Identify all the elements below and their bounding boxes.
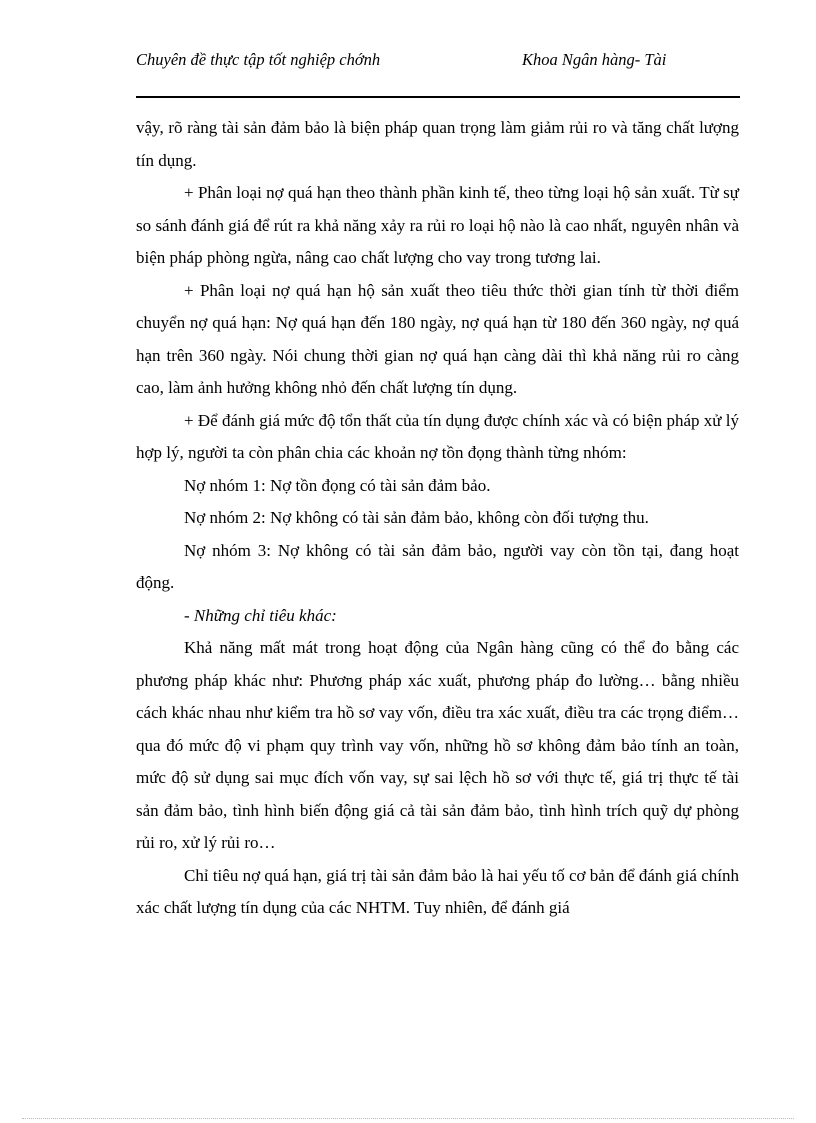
paragraph-classification-by-economic-sector: + Phân loại nợ quá hạn theo thành phần kinh tế, theo từng loại hộ sản xuất. Từ sự so sánh đánh giá để rút ra khả năng xảy ra rủi ro loại hộ nào là cao nhất, nguyên nhân và biện pháp phòng ngừa, nâng cao chất lượng cho vay trong tương lai.	[136, 183, 739, 267]
paragraph-classification-by-time: + Phân loại nợ quá hạn hộ sản xuất theo tiêu thức thời gian tính từ thời điểm chuyển nợ quá hạn: Nợ quá hạn đến 180 ngày, nợ quá hạn từ 180 đến 360 ngày, nợ quá hạn trên 360 ngày. Nói chung thời gian nợ quá hạn càng dài thì khả năng rủi ro càng cao, làm ảnh hưởng không nhỏ đến chất lượng tín dụng.	[136, 280, 739, 397]
header-faculty: Khoa Ngân hàng- Tài	[522, 50, 667, 69]
paragraph-continuation: vậy, rõ ràng tài sản đảm bảo là biện pháp quan trọng làm giảm rủi ro và tăng chất lượng tín dụng.	[136, 118, 739, 170]
header-document-title: Chuyên đề thực tập tốt nghiệp chớnh	[136, 50, 381, 69]
list-item-debt-group-3: Nợ nhóm 3: Nợ không có tài sản đảm bảo, người vay còn tồn tại, đang hoạt động.	[136, 540, 739, 592]
list-item-debt-group-1: Nợ nhóm 1: Nợ tồn đọng có tài sản đảm bảo.	[184, 475, 491, 495]
list-item-debt-group-2: Nợ nhóm 2: Nợ không có tài sản đảm bảo, không còn đối tượng thu.	[184, 508, 649, 527]
section-heading-other-indicators: - Những chỉ tiêu khác:	[184, 605, 337, 625]
page-body	[136, 112, 739, 925]
paragraph-conclusion: Chỉ tiêu nợ quá hạn, giá trị tài sản đảm bảo là hai yếu tố cơ bản để đánh giá chính xác chất lượng tín dụng của các NHTM. Tuy nhiên, để đánh giá	[136, 865, 739, 917]
footer-divider	[22, 1118, 794, 1119]
paragraph-loss-assessment: + Để đánh giá mức độ tổn thất của tín dụng được chính xác và có biện pháp xử lý hợp lý, người ta còn phân chia các khoản nợ tồn đọng thành từng nhóm:	[136, 410, 739, 462]
page-header	[136, 50, 740, 98]
paragraph-other-methods: Khả năng mất mát trong hoạt động của Ngân hàng cũng có thể đo bằng các phương pháp khác như: Phương pháp xác xuất, phương pháp đo lường… bằng nhiều cách khác nhau như kiểm tra hồ sơ vay vốn, điều tra xác xuất, điều tra các trọng điểm… qua đó mức độ vi phạm quy trình vay vốn, những hồ sơ không đảm bảo tính an toàn, mức độ sử dụng sai mục đích vốn vay, sự sai lệch hồ sơ với thực tế, giá trị thực tế tài sản đảm bảo, tình hình biến động giá cả tài sản đảm bảo, tình hình trích quỹ dự phòng rủi ro, xử lý rủi ro…	[136, 638, 739, 852]
